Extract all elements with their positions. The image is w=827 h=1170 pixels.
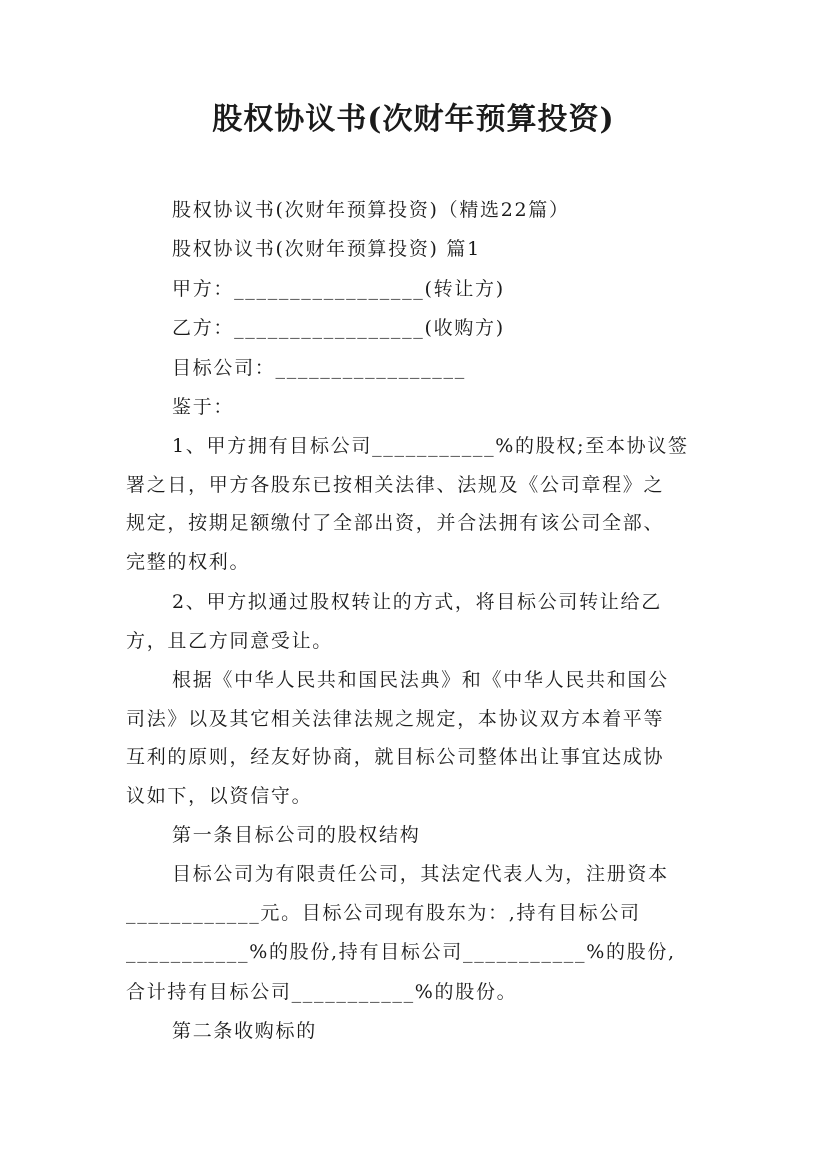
- text-line: 署之日，甲方各股东已按相关法律、法规及《公司章程》之: [126, 474, 665, 496]
- text-line: ___________%的股份,持有目标公司___________%的股份,: [126, 941, 676, 963]
- text-line-party-a: 甲方：_________________(转让方): [172, 278, 505, 300]
- text-line: 规定，按期足额缴付了全部出资，并合法拥有该公司全部、: [126, 512, 665, 534]
- text-line-party-b: 乙方：_________________(收购方): [172, 317, 505, 339]
- text-line: 互利的原则，经友好协商，就目标公司整体出让事宜达成协: [126, 746, 665, 768]
- document-title: 股权协议书(次财年预算投资): [212, 102, 615, 137]
- section-heading-1: 第一条目标公司的股权结构: [172, 824, 421, 846]
- text-line-chapter: 股权协议书(次财年预算投资) 篇1: [172, 238, 481, 260]
- text-line: 1、甲方拥有目标公司___________%的股权;至本协议签: [172, 435, 689, 457]
- text-line: 方，且乙方同意受让。: [126, 630, 334, 652]
- text-line: 完整的权利。: [126, 551, 251, 573]
- text-line: 议如下，以资信守。: [126, 785, 313, 807]
- text-line-subtitle: 股权协议书(次财年预算投资)（精选22篇）: [172, 199, 570, 221]
- text-line-target-company: 目标公司：_________________: [172, 357, 466, 379]
- text-line: 合计持有目标公司___________%的股份。: [126, 981, 518, 1003]
- text-line-whereas: 鉴于：: [172, 396, 235, 418]
- text-line: ____________元。目标公司现有股东为：,持有目标公司: [126, 902, 641, 924]
- text-line: 根据《中华人民共和国民法典》和《中华人民共和国公: [172, 669, 669, 691]
- text-line: 司法》以及其它相关法律法规之规定，本协议双方本着平等: [126, 708, 665, 730]
- text-line: 目标公司为有限责任公司，其法定代表人为，注册资本: [172, 863, 669, 885]
- text-line: 2、甲方拟通过股权转让的方式，将目标公司转让给乙: [172, 591, 662, 613]
- section-heading-2: 第二条收购标的: [172, 1020, 317, 1042]
